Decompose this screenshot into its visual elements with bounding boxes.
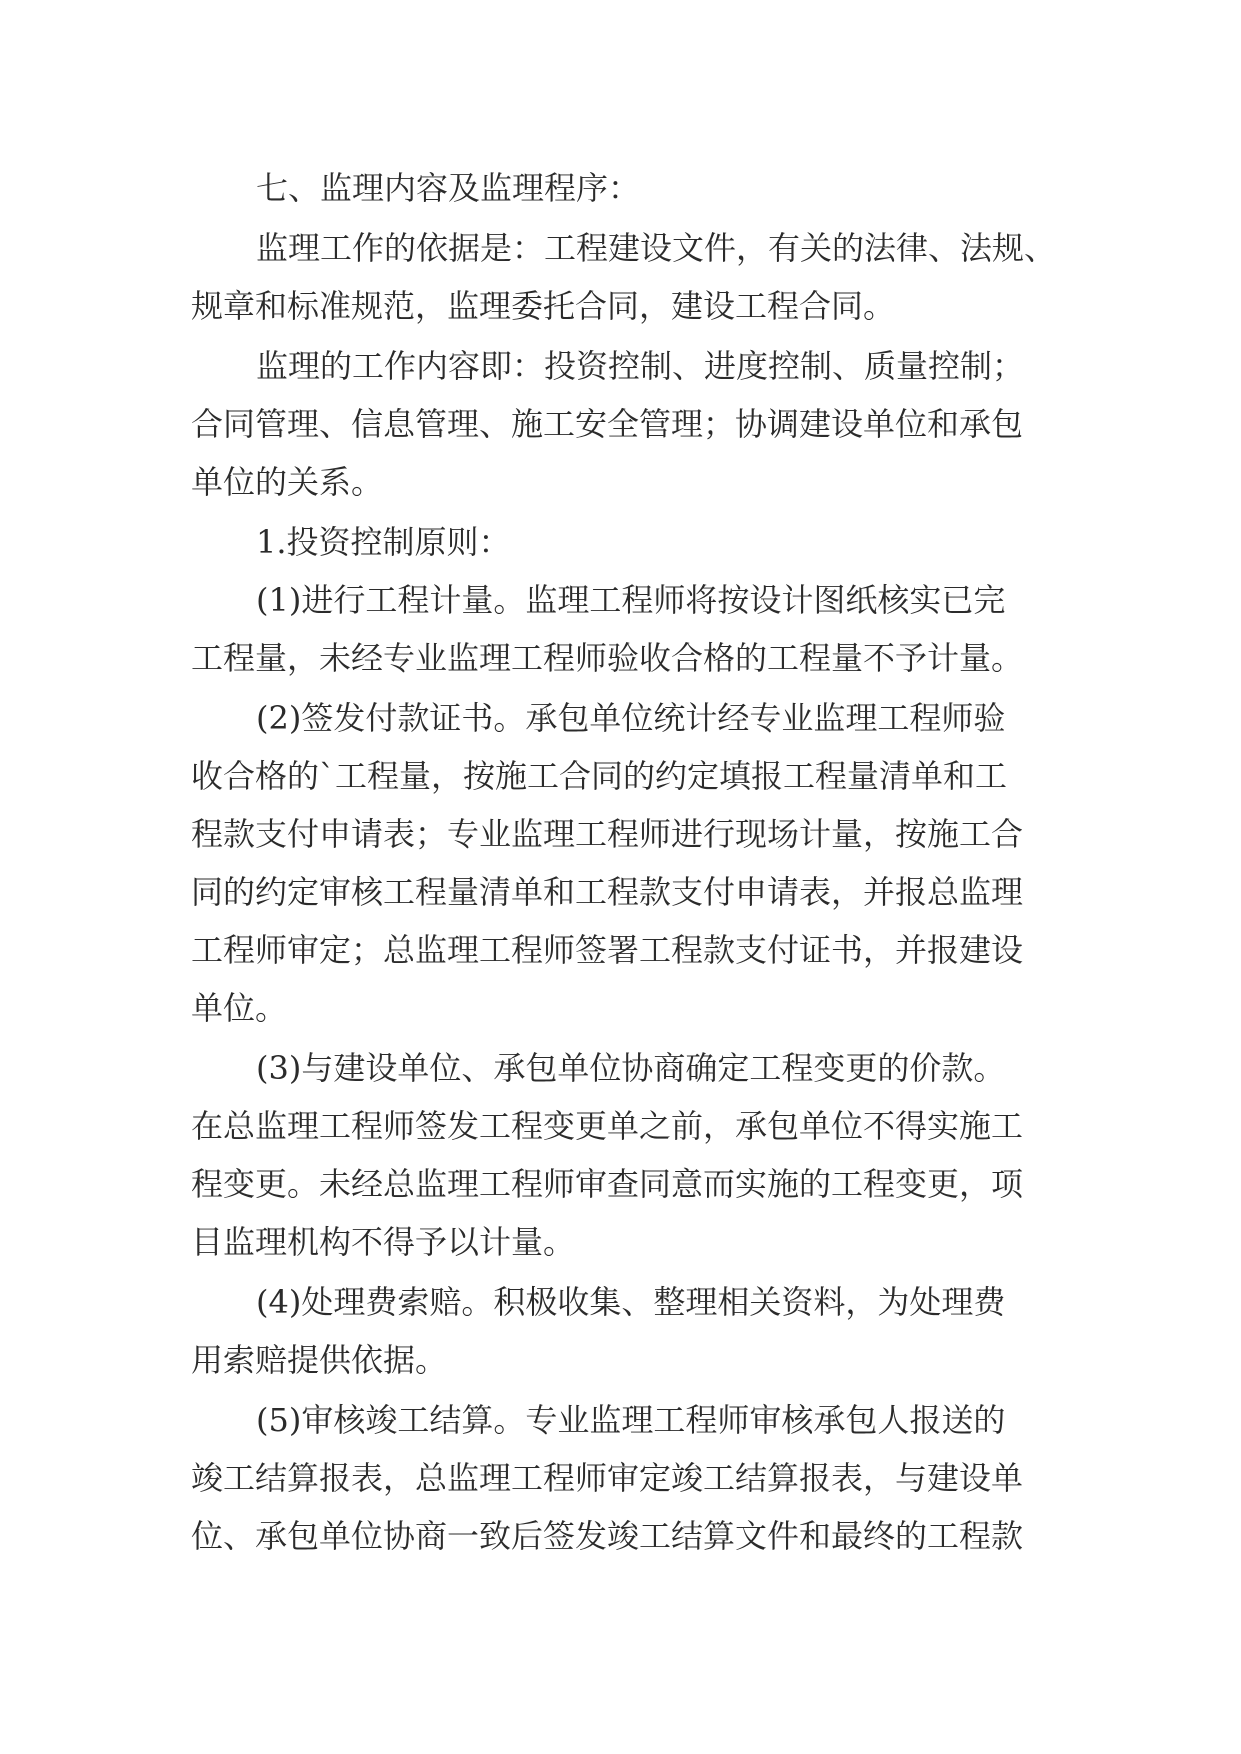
- paragraph-line: (2)签发付款证书。承包单位统计经专业监理工程师验: [256, 699, 1006, 737]
- paragraph-line: 监理的工作内容即：投资控制、进度控制、质量控制；: [256, 347, 1025, 385]
- subsection-heading: 1.投资控制原则：: [256, 523, 511, 561]
- paragraph-line: 在总监理工程师签发工程变更单之前，承包单位不得实施工: [191, 1107, 1024, 1145]
- paragraph-line: 单位。: [191, 989, 288, 1027]
- section-heading: 七、监理内容及监理程序：: [256, 169, 641, 207]
- paragraph-line: (5)审核竣工结算。专业监理工程师审核承包人报送的: [256, 1401, 1006, 1439]
- paragraph-line: 规章和标准规范，监理委托合同，建设工程合同。: [191, 287, 896, 325]
- paragraph-line: 合同管理、信息管理、施工安全管理；协调建设单位和承包: [191, 405, 1024, 443]
- paragraph-line: 程款支付申请表；专业监理工程师进行现场计量，按施工合: [191, 815, 1024, 853]
- paragraph-line: 用索赔提供依据。: [191, 1341, 448, 1379]
- paragraph-line: 位、承包单位协商一致后签发竣工结算文件和最终的工程款: [191, 1517, 1024, 1555]
- paragraph-line: 工程量，未经专业监理工程师验收合格的工程量不予计量。: [191, 639, 1024, 677]
- paragraph-line: (1)进行工程计量。监理工程师将按设计图纸核实已完: [256, 581, 1006, 619]
- paragraph-line: 工程师审定；总监理工程师签署工程款支付证书，并报建设: [191, 931, 1024, 969]
- paragraph-line: 监理工作的依据是：工程建设文件，有关的法律、法规、: [256, 229, 1057, 267]
- paragraph-line: (4)处理费索赔。积极收集、整理相关资料，为处理费: [256, 1283, 1006, 1321]
- paragraph-line: 竣工结算报表，总监理工程师审定竣工结算报表，与建设单: [191, 1459, 1024, 1497]
- paragraph-line: 程变更。未经总监理工程师审查同意而实施的工程变更，项: [191, 1165, 1024, 1203]
- paragraph-line: 收合格的`工程量，按施工合同的约定填报工程量清单和工: [191, 757, 1008, 795]
- paragraph-line: 同的约定审核工程量清单和工程款支付申请表，并报总监理: [191, 873, 1024, 911]
- paragraph-line: (3)与建设单位、承包单位协商确定工程变更的价款。: [256, 1049, 1006, 1087]
- paragraph-line: 单位的关系。: [191, 463, 384, 501]
- paragraph-line: 目监理机构不得予以计量。: [191, 1223, 576, 1261]
